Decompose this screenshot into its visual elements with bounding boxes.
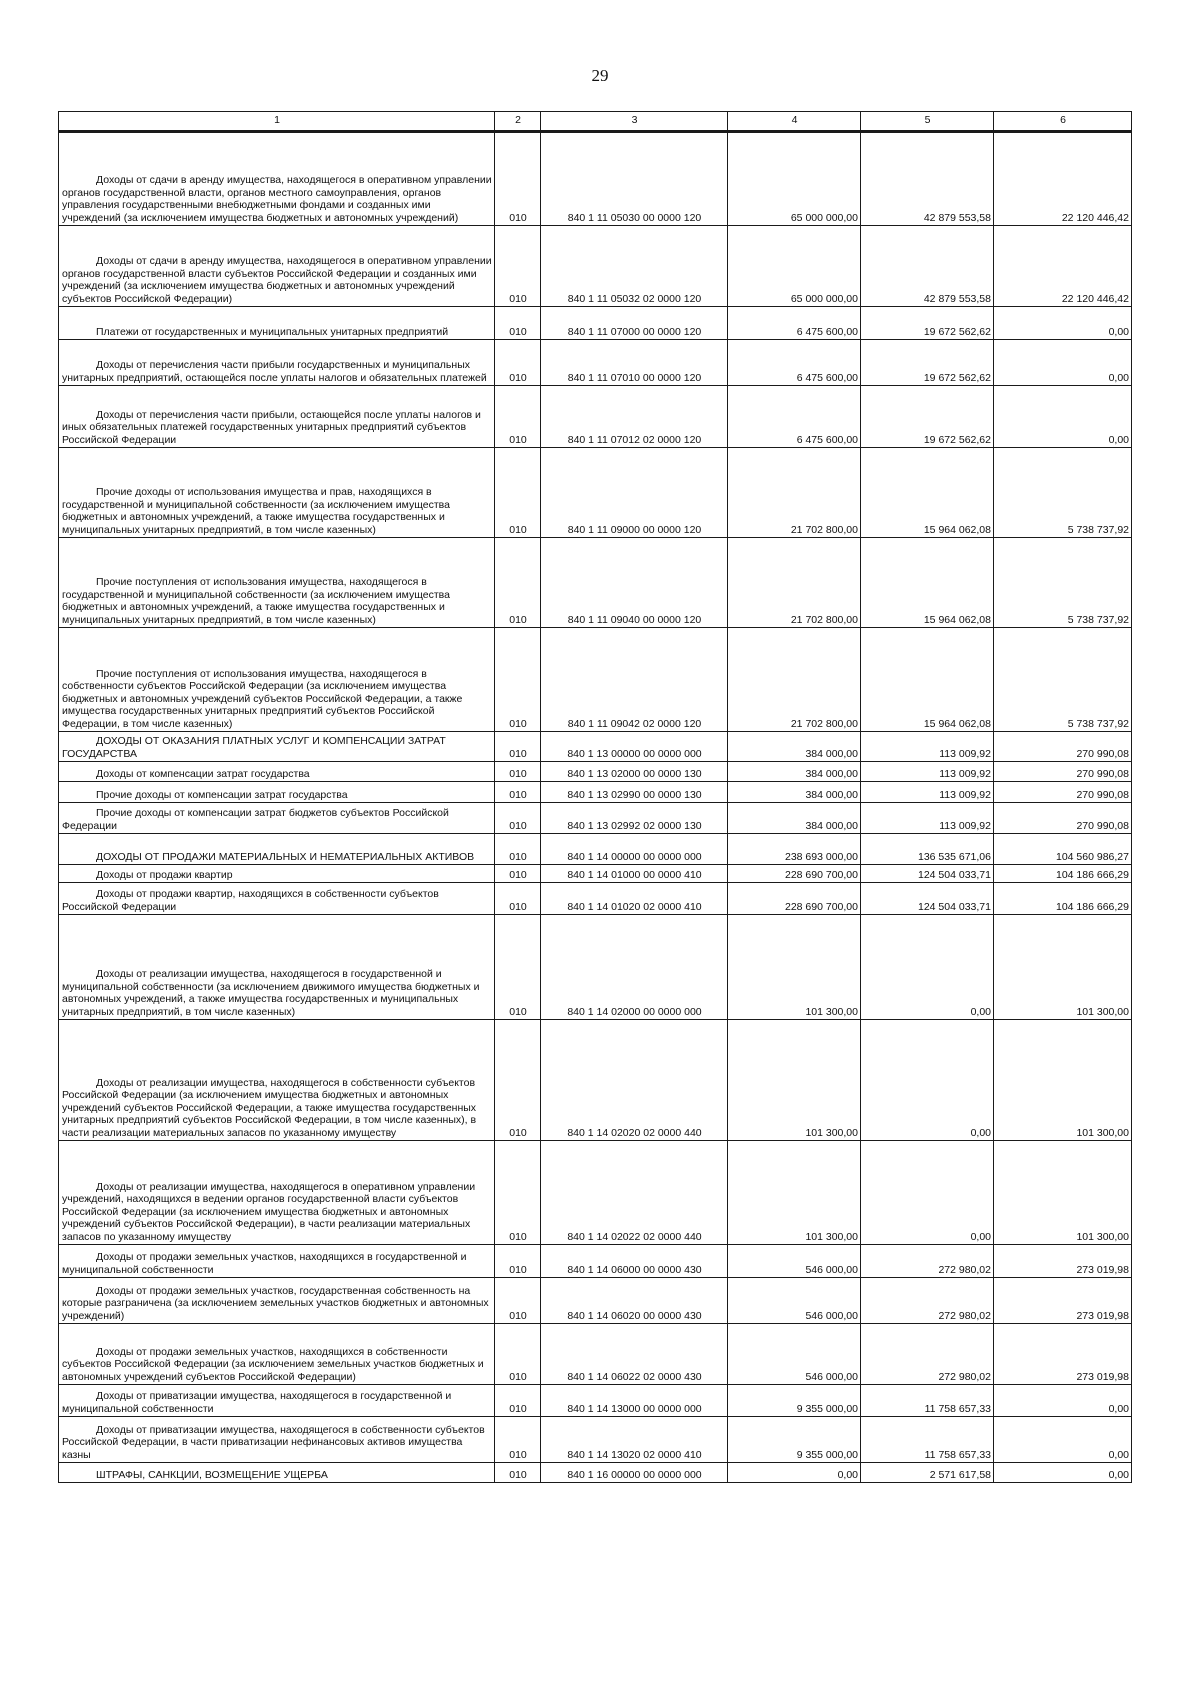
remaining-amount-cell: 104 186 666,29 (994, 883, 1132, 915)
revenue-name-cell (59, 1020, 495, 1141)
budget-code-cell: 840 1 14 13020 02 0000 410 (541, 1417, 728, 1463)
plan-amount-cell: 65 000 000,00 (728, 132, 861, 226)
fact-amount-cell: 19 672 562,62 (861, 340, 994, 386)
budget-code-cell: 840 1 11 07010 00 0000 120 (541, 340, 728, 386)
revenue-name-text: ШТРАФЫ, САНКЦИИ, ВОЗМЕЩЕНИЕ УЩЕРБА (96, 1468, 328, 1481)
remaining-amount-cell: 273 019,98 (994, 1324, 1132, 1385)
admin-code-cell: 010 (495, 1278, 541, 1324)
revenue-name-text: Прочие поступления от использования имущества, находящегося в государственной и муниципальной собственности (за исключением имущества бюджетных и автономных учреждений, а также имущества государственных и муниципальных унитарных предприятий, в том числе казенных) (62, 576, 450, 626)
plan-amount-cell: 9 355 000,00 (728, 1385, 861, 1417)
table-row (59, 1141, 1132, 1245)
budget-code-cell: 840 1 13 02000 00 0000 130 (541, 762, 728, 782)
fact-amount-cell: 0,00 (861, 1020, 994, 1141)
revenue-name-text: Платежи от государственных и муниципальных унитарных предприятий (96, 325, 449, 338)
plan-amount-cell: 546 000,00 (728, 1324, 861, 1385)
budget-code-cell: 840 1 14 02022 02 0000 440 (541, 1141, 728, 1245)
remaining-amount-cell: 0,00 (994, 340, 1132, 386)
admin-code-cell: 010 (495, 732, 541, 762)
revenue-name-cell (59, 448, 495, 538)
plan-amount-cell: 546 000,00 (728, 1278, 861, 1324)
fact-amount-cell: 272 980,02 (861, 1245, 994, 1278)
revenue-name-text: Доходы от реализации имущества, находящегося в государственной и муниципальной собственности (за исключением движимого имущества бюджетных и автономных учреждений, а также имущества государственных и муниципальных унитарных предприятий, в том числе казенных) (62, 968, 480, 1018)
plan-amount-cell: 384 000,00 (728, 732, 861, 762)
remaining-amount-cell: 0,00 (994, 1417, 1132, 1463)
table-row (59, 132, 1132, 226)
budget-code-cell: 840 1 14 06000 00 0000 430 (541, 1245, 728, 1278)
plan-amount-cell: 384 000,00 (728, 803, 861, 834)
admin-code-cell: 010 (495, 226, 541, 307)
budget-code-cell: 840 1 14 01000 00 0000 410 (541, 865, 728, 883)
header-row (59, 112, 1132, 132)
revenue-name-text: Прочие доходы от компенсации затрат бюджетов субъектов Российской Федерации (62, 807, 449, 832)
table-row (59, 762, 1132, 782)
revenue-name-text: Прочие доходы от компенсации затрат государства (96, 788, 348, 801)
table-body (59, 132, 1132, 1483)
revenue-name-cell (59, 386, 495, 448)
table-row (59, 732, 1132, 762)
header-col-4: 4 (728, 112, 861, 132)
admin-code-cell: 010 (495, 865, 541, 883)
admin-code-cell: 010 (495, 448, 541, 538)
revenue-name-text: Доходы от продажи земельных участков, находящихся в собственности субъектов Российской Федерации (за исключением земельных участков бюджетных и автономных учреждений субъектов Российской Федерации) (62, 1345, 484, 1383)
revenue-name-text: Доходы от сдачи в аренду имущества, находящегося в оперативном управлении органов государственной власти, органов местного самоуправления, органов управления государственными внебюджетными фондами и созданных ими учреждений (за исключением имущества бюджетных и автономных учреждений) (62, 174, 492, 224)
revenue-name-cell (59, 132, 495, 226)
header-col-1: 1 (59, 112, 495, 132)
budget-revenue-table (58, 111, 1132, 1483)
table-row (59, 628, 1132, 732)
budget-code-cell: 840 1 14 01020 02 0000 410 (541, 883, 728, 915)
plan-amount-cell: 65 000 000,00 (728, 226, 861, 307)
table-row (59, 1245, 1132, 1278)
plan-amount-cell: 546 000,00 (728, 1245, 861, 1278)
revenue-name-cell (59, 883, 495, 915)
budget-code-cell: 840 1 11 05032 02 0000 120 (541, 226, 728, 307)
remaining-amount-cell: 101 300,00 (994, 915, 1132, 1020)
budget-code-cell: 840 1 11 09042 02 0000 120 (541, 628, 728, 732)
revenue-name-text: ДОХОДЫ ОТ ПРОДАЖИ МАТЕРИАЛЬНЫХ И НЕМАТЕРИАЛЬНЫХ АКТИВОВ (96, 850, 475, 863)
remaining-amount-cell: 270 990,08 (994, 803, 1132, 834)
plan-amount-cell: 228 690 700,00 (728, 883, 861, 915)
budget-code-cell: 840 1 11 05030 00 0000 120 (541, 132, 728, 226)
plan-amount-cell: 384 000,00 (728, 782, 861, 803)
remaining-amount-cell: 273 019,98 (994, 1278, 1132, 1324)
revenue-name-cell (59, 226, 495, 307)
admin-code-cell: 010 (495, 883, 541, 915)
remaining-amount-cell: 5 738 737,92 (994, 538, 1132, 628)
revenue-name-cell (59, 1324, 495, 1385)
fact-amount-cell: 11 758 657,33 (861, 1385, 994, 1417)
plan-amount-cell: 6 475 600,00 (728, 340, 861, 386)
remaining-amount-cell: 101 300,00 (994, 1020, 1132, 1141)
remaining-amount-cell: 5 738 737,92 (994, 628, 1132, 732)
plan-amount-cell: 101 300,00 (728, 915, 861, 1020)
remaining-amount-cell: 273 019,98 (994, 1245, 1132, 1278)
admin-code-cell: 010 (495, 132, 541, 226)
table-row (59, 226, 1132, 307)
revenue-name-cell (59, 1245, 495, 1278)
remaining-amount-cell: 0,00 (994, 1463, 1132, 1483)
revenue-name-cell (59, 1385, 495, 1417)
table-row (59, 1020, 1132, 1141)
remaining-amount-cell: 101 300,00 (994, 1141, 1132, 1245)
table-row (59, 1417, 1132, 1463)
admin-code-cell: 010 (495, 628, 541, 732)
plan-amount-cell: 0,00 (728, 1463, 861, 1483)
fact-amount-cell: 0,00 (861, 915, 994, 1020)
header-col-3: 3 (541, 112, 728, 132)
fact-amount-cell: 15 964 062,08 (861, 448, 994, 538)
admin-code-cell: 010 (495, 1141, 541, 1245)
fact-amount-cell: 113 009,92 (861, 803, 994, 834)
revenue-name-text: Доходы от сдачи в аренду имущества, находящегося в оперативном управлении органов государственной власти субъектов Российской Федерации и созданных ими учреждений (за исключением имущества бюджетных и автономных учреждений субъектов Российской Федерации) (62, 255, 492, 305)
revenue-name-text: Доходы от продажи квартир (96, 868, 233, 881)
admin-code-cell: 010 (495, 538, 541, 628)
revenue-name-cell (59, 1463, 495, 1483)
revenue-name-cell (59, 538, 495, 628)
table-row (59, 883, 1132, 915)
remaining-amount-cell: 270 990,08 (994, 732, 1132, 762)
fact-amount-cell: 19 672 562,62 (861, 307, 994, 340)
table-row (59, 782, 1132, 803)
fact-amount-cell: 2 571 617,58 (861, 1463, 994, 1483)
remaining-amount-cell: 270 990,08 (994, 762, 1132, 782)
fact-amount-cell: 15 964 062,08 (861, 628, 994, 732)
revenue-name-cell (59, 628, 495, 732)
fact-amount-cell: 0,00 (861, 1141, 994, 1245)
revenue-name-cell (59, 865, 495, 883)
budget-code-cell: 840 1 11 07012 02 0000 120 (541, 386, 728, 448)
budget-code-cell: 840 1 14 06022 02 0000 430 (541, 1324, 728, 1385)
plan-amount-cell: 9 355 000,00 (728, 1417, 861, 1463)
table-row (59, 915, 1132, 1020)
plan-amount-cell: 6 475 600,00 (728, 386, 861, 448)
plan-amount-cell: 101 300,00 (728, 1020, 861, 1141)
fact-amount-cell: 42 879 553,58 (861, 132, 994, 226)
table-row (59, 865, 1132, 883)
fact-amount-cell: 113 009,92 (861, 762, 994, 782)
fact-amount-cell: 124 504 033,71 (861, 883, 994, 915)
admin-code-cell: 010 (495, 782, 541, 803)
page-number: 29 (591, 66, 609, 85)
fact-amount-cell: 19 672 562,62 (861, 386, 994, 448)
revenue-name-text: Доходы от продажи квартир, находящихся в собственности субъектов Российской Федерации (62, 888, 439, 913)
table-row (59, 538, 1132, 628)
admin-code-cell: 010 (495, 386, 541, 448)
plan-amount-cell: 238 693 000,00 (728, 834, 861, 865)
budget-code-cell: 840 1 13 02990 00 0000 130 (541, 782, 728, 803)
revenue-name-cell (59, 803, 495, 834)
revenue-name-text: Прочие поступления от использования имущества, находящегося в собственности субъектов Российской Федерации (за исключением имущества бюджетных и автономных учреждений субъектов Российской Федерации, а также имущества государственных унитарных предприятий субъектов Российской Федерации, в том числе казенных) (62, 667, 463, 730)
plan-amount-cell: 21 702 800,00 (728, 448, 861, 538)
admin-code-cell: 010 (495, 1417, 541, 1463)
revenue-name-cell (59, 762, 495, 782)
fact-amount-cell: 136 535 671,06 (861, 834, 994, 865)
revenue-name-cell (59, 834, 495, 865)
revenue-name-text: Доходы от компенсации затрат государства (96, 767, 310, 780)
fact-amount-cell: 113 009,92 (861, 782, 994, 803)
remaining-amount-cell: 0,00 (994, 307, 1132, 340)
revenue-name-text: Доходы от перечисления части прибыли, остающейся после уплаты налогов и иных обязательных платежей государственных унитарных предприятий субъектов Российской Федерации (62, 408, 481, 446)
budget-code-cell: 840 1 11 09000 00 0000 120 (541, 448, 728, 538)
fact-amount-cell: 272 980,02 (861, 1278, 994, 1324)
table-row (59, 448, 1132, 538)
fact-amount-cell: 113 009,92 (861, 732, 994, 762)
revenue-name-cell (59, 782, 495, 803)
admin-code-cell: 010 (495, 307, 541, 340)
revenue-name-cell (59, 340, 495, 386)
admin-code-cell: 010 (495, 1463, 541, 1483)
remaining-amount-cell: 22 120 446,42 (994, 132, 1132, 226)
revenue-name-text: Доходы от реализации имущества, находящегося в собственности субъектов Российской Федерации (за исключением имущества бюджетных и автономных учреждений субъектов Российской Федерации, а также имущества государственных унитарных предприятий субъектов Российской Федерации, в том числе казенных), в части реализации материальных запасов по указанному имуществу (62, 1076, 477, 1139)
fact-amount-cell: 15 964 062,08 (861, 538, 994, 628)
revenue-name-text: Прочие доходы от использования имущества и прав, находящихся в государственной и муниципальной собственности (за исключением имущества бюджетных и автономных учреждений, а также имущества государственных и муниципальных унитарных предприятий, в том числе казенных) (62, 486, 450, 536)
admin-code-cell: 010 (495, 1245, 541, 1278)
admin-code-cell: 010 (495, 340, 541, 386)
table-row (59, 1324, 1132, 1385)
budget-code-cell: 840 1 14 02000 00 0000 000 (541, 915, 728, 1020)
revenue-name-cell (59, 1417, 495, 1463)
budget-code-cell: 840 1 14 02020 02 0000 440 (541, 1020, 728, 1141)
revenue-name-cell (59, 732, 495, 762)
remaining-amount-cell: 22 120 446,42 (994, 226, 1132, 307)
plan-amount-cell: 228 690 700,00 (728, 865, 861, 883)
fact-amount-cell: 11 758 657,33 (861, 1417, 994, 1463)
budget-code-cell: 840 1 14 00000 00 0000 000 (541, 834, 728, 865)
table-row (59, 1385, 1132, 1417)
budget-code-cell: 840 1 16 00000 00 0000 000 (541, 1463, 728, 1483)
table-row (59, 803, 1132, 834)
plan-amount-cell: 101 300,00 (728, 1141, 861, 1245)
budget-code-cell: 840 1 14 13000 00 0000 000 (541, 1385, 728, 1417)
header-col-6: 6 (994, 112, 1132, 132)
revenue-name-text: Доходы от перечисления части прибыли государственных и муниципальных унитарных предприятий, остающейся после уплаты налогов и обязательных платежей (62, 359, 487, 384)
fact-amount-cell: 42 879 553,58 (861, 226, 994, 307)
remaining-amount-cell: 270 990,08 (994, 782, 1132, 803)
budget-code-cell: 840 1 13 02992 02 0000 130 (541, 803, 728, 834)
remaining-amount-cell: 104 560 986,27 (994, 834, 1132, 865)
revenue-name-text: Доходы от приватизации имущества, находящегося в собственности субъектов Российской Федерации, в части приватизации нефинансовых активов имущества казны (62, 1423, 485, 1461)
admin-code-cell: 010 (495, 1385, 541, 1417)
budget-code-cell: 840 1 11 07000 00 0000 120 (541, 307, 728, 340)
table-row (59, 340, 1132, 386)
admin-code-cell: 010 (495, 762, 541, 782)
revenue-name-text: Доходы от продажи земельных участков, государственная собственность на которые разграничена (за исключением земельных участков бюджетных и автономных учреждений) (62, 1284, 489, 1322)
header-col-2: 2 (495, 112, 541, 132)
revenue-name-cell (59, 915, 495, 1020)
fact-amount-cell: 124 504 033,71 (861, 865, 994, 883)
table-row (59, 1278, 1132, 1324)
revenue-name-text: Доходы от продажи земельных участков, находящихся в государственной и муниципальной собственности (62, 1251, 467, 1276)
plan-amount-cell: 21 702 800,00 (728, 538, 861, 628)
remaining-amount-cell: 5 738 737,92 (994, 448, 1132, 538)
admin-code-cell: 010 (495, 915, 541, 1020)
revenue-name-cell (59, 1278, 495, 1324)
budget-code-cell: 840 1 11 09040 00 0000 120 (541, 538, 728, 628)
budget-code-cell: 840 1 14 06020 00 0000 430 (541, 1278, 728, 1324)
revenue-name-cell (59, 307, 495, 340)
admin-code-cell: 010 (495, 1324, 541, 1385)
plan-amount-cell: 21 702 800,00 (728, 628, 861, 732)
admin-code-cell: 010 (495, 1020, 541, 1141)
remaining-amount-cell: 0,00 (994, 386, 1132, 448)
table-row (59, 1463, 1132, 1483)
plan-amount-cell: 384 000,00 (728, 762, 861, 782)
revenue-name-text: Доходы от приватизации имущества, находящегося в государственной и муниципальной собственности (62, 1390, 452, 1415)
plan-amount-cell: 6 475 600,00 (728, 307, 861, 340)
table-row (59, 386, 1132, 448)
table-row (59, 307, 1132, 340)
revenue-name-cell (59, 1141, 495, 1245)
admin-code-cell: 010 (495, 834, 541, 865)
admin-code-cell: 010 (495, 803, 541, 834)
remaining-amount-cell: 0,00 (994, 1385, 1132, 1417)
revenue-name-text: Доходы от реализации имущества, находящегося в оперативном управлении учреждений, находящихся в ведении органов государственной власти субъектов Российской Федерации (за исключением имущества бюджетных и автономных учреждений субъектов Российской Федерации), в части реализации материальных запасов по указанному имуществу (62, 1180, 476, 1243)
fact-amount-cell: 272 980,02 (861, 1324, 994, 1385)
remaining-amount-cell: 104 186 666,29 (994, 865, 1132, 883)
budget-code-cell: 840 1 13 00000 00 0000 000 (541, 732, 728, 762)
header-col-5: 5 (861, 112, 994, 132)
table-row (59, 834, 1132, 865)
revenue-name-text: ДОХОДЫ ОТ ОКАЗАНИЯ ПЛАТНЫХ УСЛУГ И КОМПЕНСАЦИИ ЗАТРАТ ГОСУДАРСТВА (62, 735, 446, 760)
